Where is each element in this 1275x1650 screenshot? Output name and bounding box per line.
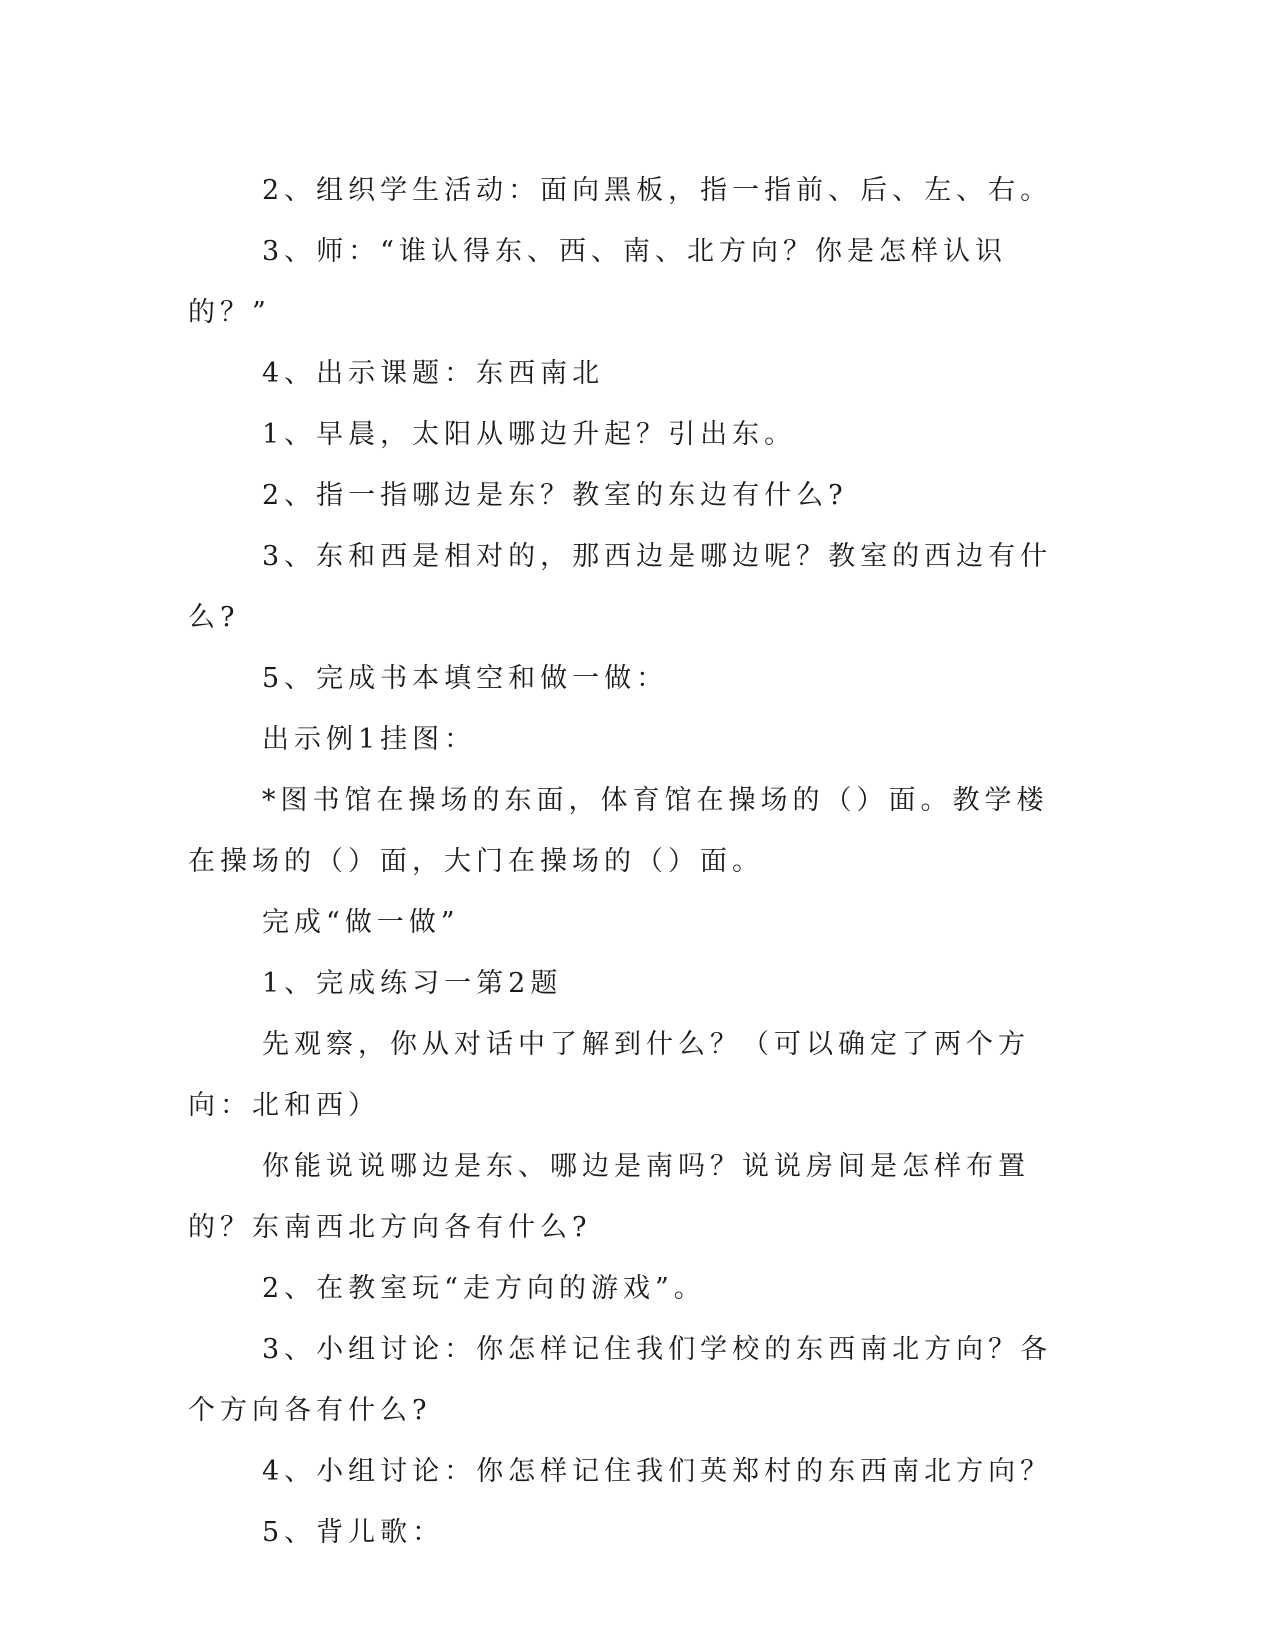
- paragraph-13: 你能说说哪边是东、哪边是南吗？说说房间是怎样布置的？东南西北方向各有什么?: [188, 1151, 1030, 1243]
- paragraph-5: 2、指一指哪边是东？教室的东边有什么?: [262, 480, 848, 511]
- paragraph-3: 4、出示课题：东西南北: [262, 358, 605, 389]
- paragraph-4: 1、早晨，太阳从哪边升起？引出东。: [262, 419, 797, 450]
- paragraph-17: 5、背儿歌：: [262, 1517, 445, 1548]
- paragraph-15: 3、小组讨论：你怎样记住我们学校的东西南北方向？各个方向各有什么?: [188, 1334, 1053, 1426]
- paragraph-8: 出示例1挂图：: [262, 724, 477, 755]
- paragraph-2: 3、师：“谁认得东、西、南、北方向？你是怎样认识的？”: [188, 236, 1007, 328]
- paragraph-6: 3、东和西是相对的，那西边是哪边呢？教室的西边有什么?: [188, 541, 1053, 633]
- paragraph-11: 1、完成练习一第2题: [262, 968, 563, 999]
- paragraph-10: 完成“做一做”: [262, 907, 460, 938]
- paragraph-16: 4、小组讨论：你怎样记住我们英郑村的东西南北方向？: [262, 1456, 1053, 1487]
- paragraph-9: *图书馆在操场的东面，体育馆在操场的（）面。教学楼在操场的（）面，大门在操场的（）面。: [188, 785, 1049, 877]
- document-body: [188, 160, 1068, 1563]
- paragraph-7: 5、完成书本填空和做一做：: [262, 663, 669, 694]
- paragraph-1: 2、组织学生活动：面向黑板，指一指前、后、左、右。: [262, 175, 1053, 206]
- paragraph-12: 先观察，你从对话中了解到什么？（可以确定了两个方向：北和西）: [188, 1029, 1030, 1121]
- paragraph-14: 2、在教室玩“走方向的游戏”。: [262, 1273, 706, 1304]
